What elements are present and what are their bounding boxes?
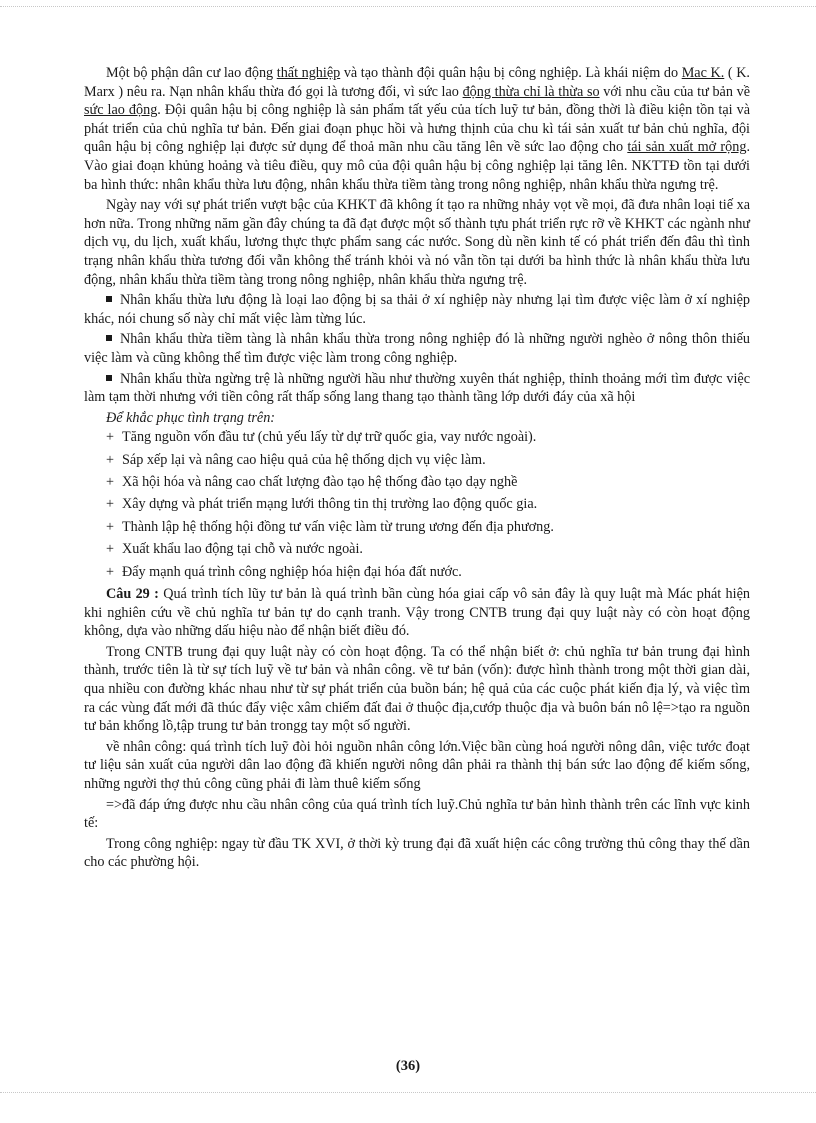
plus-marker: +: [106, 429, 115, 446]
square-bullet-icon: [106, 375, 112, 381]
solutions-heading: Để khắc phục tình trạng trên:: [106, 409, 276, 426]
bullet-item: [84, 370, 750, 407]
link-dong-thua[interactable]: động thừa chỉ là thừa so: [462, 83, 600, 100]
square-bullet-icon: [106, 335, 112, 341]
top-dotted-border: [0, 6, 816, 7]
plus-marker: +: [106, 451, 115, 468]
solution-text: Thành lập hệ thống hội đồng tư vấn việc làm từ trung ương đến địa phương.: [122, 518, 554, 535]
paragraph-1: [84, 64, 750, 194]
solution-item: [84, 563, 750, 582]
text-run: ( K. Marx ) nêu ra. Nạn nhân khẩu thừa đó gọi là tương đối, vì sức lao: [84, 65, 750, 100]
bullet-text: Nhân khẩu thừa ngừng trệ là những người hầu như thường xuyên thát nghiệp, thỉnh thoảng mới tìm được việc làm tạm thời nhưng với tiền công rất thấp sống lang thang tạo thành tầng lớp dưới đáy của xã hội: [84, 370, 750, 406]
bullet-item: [84, 330, 750, 367]
paragraph-2: Ngày nay với sự phát triển vượt bậc của KHKT đã không ít tạo ra những nhảy vọt về mọi, đã đưa nhân loại tiế xa hơn nữa. Trong những năm gần đây chúng ta đã đạt được một số thành tựu phát triển rực rỡ về KHKT các ngành như dịch vụ, du lịch, xuất khẩu, lương thực thực phẩm sang các nước. Song dù nền kinh tế có phát triển đến đâu thì tình trạng nhân khẩu thừa tương đối vẫn không thể tránh khỏi và nó vẫn tồn tại dưới ba hình thức là nhân khẩu thừa lưu động, nhân khẩu thừa tiềm tàng trong nông nghiệp, nhân khẩu thừa ngưng trệ.: [84, 197, 750, 288]
link-suc-lao-dong[interactable]: sức lao động: [84, 102, 158, 119]
bullet-item: [84, 291, 750, 328]
text-run: và tạo thành đội quân hậu bị công nghiệp. Là khái niệm do: [340, 65, 682, 81]
solution-item: [84, 495, 750, 514]
text-run: . Đội quân hậu bị công nghiệp là sản phẩm tất yếu của tích luỹ tư bản, đồng thời là điều kiện tồn tại và phát triển của chủ nghĩa tư bản. Đến giai đoạn phục hồi và hưng thịnh của chu kì tái sản xuất tư bản chủ nghĩa, đội quân hậu bị công nghiệp lại được sử dụng để thoả mãn nhu cầu tăng lên về sức lao động cho: [84, 102, 751, 156]
answer-paragraph: Trong công nghiệp: ngay từ đầu TK XVI, ở thời kỳ trung đại đã xuất hiện các công trường thủ công thay thế dần cho các phường hội.: [84, 835, 750, 871]
solution-text: Đẩy mạnh quá trình công nghiệp hóa hiện đại hóa đất nước.: [122, 563, 462, 580]
question-29: [84, 585, 750, 641]
link-mac-k[interactable]: Mac K.: [681, 65, 725, 81]
square-bullet-icon: [106, 296, 112, 302]
solution-text: Sáp xếp lại và nâng cao hiệu quả của hệ thống dịch vụ việc làm.: [122, 451, 486, 468]
link-that-nghiep[interactable]: thất nghiệp: [276, 65, 341, 81]
bullet-text: Nhân khẩu thừa tiềm tàng là nhân khẩu thừa trong nông nghiệp đó là những người nghèo ở nông thôn thiếu việc làm và cũng không thể tìm được việc làm trong công nghiệp.: [84, 331, 750, 366]
solution-text: Xuất khẩu lao động tại chỗ và nước ngoài.: [122, 541, 363, 558]
bottom-dotted-border: [0, 1092, 816, 1093]
link-tai-san-xuat[interactable]: tái sản xuất mở rộng: [627, 139, 747, 156]
text-run: . Vào giai đoạn khủng hoảng và tiêu điều, quy mô của đội quân hậu bị công nghiệp lại tăng lên. NKTTĐ tồn tại dưới ba hình thức: nhân khẩu thừa lưu động, nhân khẩu thừa tiềm tàng trong nông nghiệp, nhân khẩu thừa ngưng trệ.: [84, 139, 750, 193]
solution-text: Xây dựng và phát triển mạng lưới thông tin thị trường lao động quốc gia.: [122, 496, 538, 513]
text-run: Một bộ phận dân cư lao động: [106, 65, 277, 81]
solution-item: [84, 428, 750, 447]
solution-text: Xã hội hóa và nâng cao chất lượng đào tạo hệ thống đào tạo dạy nghề: [122, 474, 518, 491]
answer-paragraph: về nhân công: quá trình tích luỹ đòi hỏi nguồn nhân công lớn.Việc bần cùng hoá người nông dân, việc tước đoạt tư liệu sản xuất của người dân lao động đã khiến người nông dân phải ra thành thị bán sức lao động để kiếm sống, những người thợ thủ công cũng phải đi làm thuê kiếm sống: [84, 738, 750, 792]
solution-item: [84, 518, 750, 537]
page-number: (36): [395, 1058, 421, 1074]
answer-paragraph: =>đã đáp ứng được nhu cầu nhân công của quá trình tích luỹ.Chủ nghĩa tư bản hình thành trên các lĩnh vực kinh tế:: [84, 796, 750, 832]
document-body: [84, 64, 750, 874]
solution-item: [84, 451, 750, 470]
plus-marker: +: [106, 563, 115, 580]
question-text: Quá trình tích lũy tư bản là quá trình bần cùng hóa giai cấp vô sản đây là quy luật mà Mác phát hiện khi nghiên cứu về chủ nghĩa tư bản tự do cạnh tranh. Vậy trong CNTB trung đại quy luật này có còn hoạt động không, dựa vào những dấu hiệu nào để nhận biết điều đó.: [84, 586, 750, 640]
bullet-text: Nhân khẩu thừa lưu động là loại lao động bị sa thải ở xí nghiệp này nhưng lại tìm được việc làm ở xí nghiệp khác, nói chung số này chỉ mất việc làm từng lúc.: [84, 292, 750, 327]
plus-marker: +: [106, 474, 115, 491]
solution-item: [84, 540, 750, 559]
plus-marker: +: [106, 496, 115, 513]
question-label: Câu 29 :: [106, 586, 159, 603]
text-run: với nhu cầu của tư bản về: [599, 83, 751, 100]
answer-paragraph: Trong CNTB trung đại quy luật này có còn hoạt động. Ta có thể nhận biết ở: chủ nghĩa tư bản trung đại hình thành, trước tiên là từ sự tích luỹ về tư bản và nhân công. về tư bản (vốn): được hình thành trong một thời gian dài, qua nhiều con đường khác nhau như từ sự phát triển của buồn bán; hệ quả của các cuộc phát kiến địa lý, và việc tìm ra các vùng đất mới đã thúc đẩy việc xâm chiếm đất đai ở thuộc địa,cướp thuộc địa và buôn bán nô lệ=>tạo ra nguồn tư bản khổng lồ,tập trung tư bản trongg tay một số người.: [84, 643, 750, 735]
plus-marker: +: [106, 541, 115, 558]
solution-text: Tăng nguồn vốn đầu tư (chủ yếu lấy từ dự trữ quốc gia, vay nước ngoài).: [122, 429, 537, 446]
plus-marker: +: [106, 518, 115, 535]
solution-item: [84, 473, 750, 492]
